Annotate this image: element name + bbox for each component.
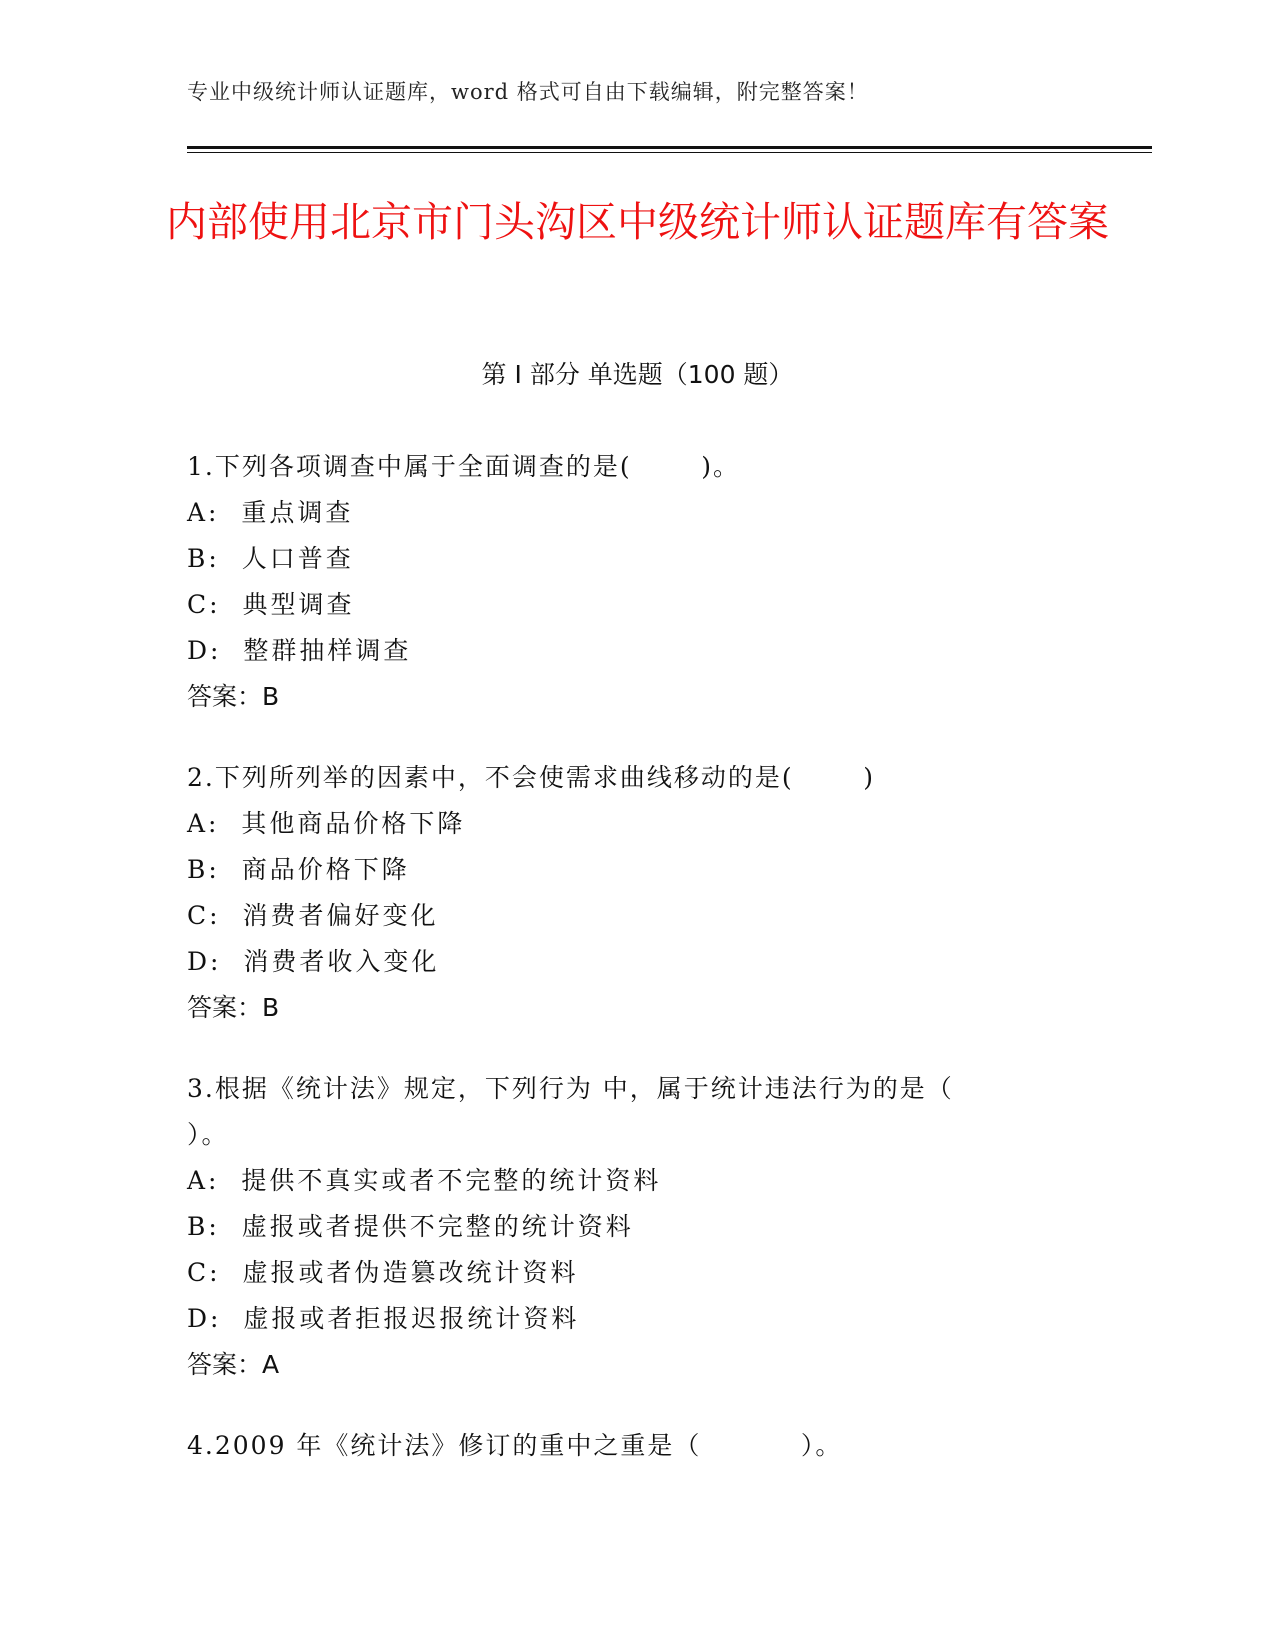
question-stem: 1.下列各项调查中属于全面调查的是( )。 bbox=[187, 452, 740, 481]
option-d: D: 虚报或者拒报迟报统计资料 bbox=[187, 1304, 580, 1333]
header-note: 专业中级统计师认证题库，word 格式可自由下载编辑，附完整答案！ bbox=[187, 80, 869, 104]
question-stem: 2.下列所列举的因素中，不会使需求曲线移动的是( ) bbox=[187, 763, 875, 792]
answer: 答案：B bbox=[187, 993, 280, 1022]
answer: 答案：B bbox=[187, 682, 280, 711]
option-a: A: 其他商品价格下降 bbox=[187, 809, 466, 838]
question-3 bbox=[187, 1066, 1067, 1388]
option-c: C: 典型调查 bbox=[187, 590, 355, 619]
question-2 bbox=[187, 755, 1067, 1031]
question-stem: 3.根据《统计法》规定，下列行为 中，属于统计违法行为的是（ ）。 bbox=[187, 1074, 1034, 1149]
question-list bbox=[187, 444, 1067, 1504]
option-a: A: 重点调查 bbox=[187, 498, 354, 527]
document-title: 内部使用北京市门头沟区中级统计师认证题库有答案 bbox=[166, 198, 1109, 246]
answer: 答案：A bbox=[187, 1350, 280, 1379]
question-stem: 4.2009 年《统计法》修订的重中之重是（ ）。 bbox=[187, 1431, 843, 1460]
option-b: B: 商品价格下降 bbox=[187, 855, 410, 884]
option-a: A: 提供不真实或者不完整的统计资料 bbox=[187, 1166, 662, 1195]
option-c: C: 虚报或者伪造篡改统计资料 bbox=[187, 1258, 579, 1287]
option-d: D: 整群抽样调查 bbox=[187, 636, 412, 665]
option-b: B: 虚报或者提供不完整的统计资料 bbox=[187, 1212, 634, 1241]
question-1 bbox=[187, 444, 1067, 720]
option-d: D: 消费者收入变化 bbox=[187, 947, 440, 976]
header-rule-thin bbox=[187, 152, 1152, 153]
section-title: 第 I 部分 单选题（100 题） bbox=[481, 360, 794, 389]
option-c: C: 消费者偏好变化 bbox=[187, 901, 439, 930]
question-4 bbox=[187, 1423, 1067, 1469]
header-rule-thick bbox=[187, 146, 1152, 149]
option-b: B: 人口普查 bbox=[187, 544, 354, 573]
